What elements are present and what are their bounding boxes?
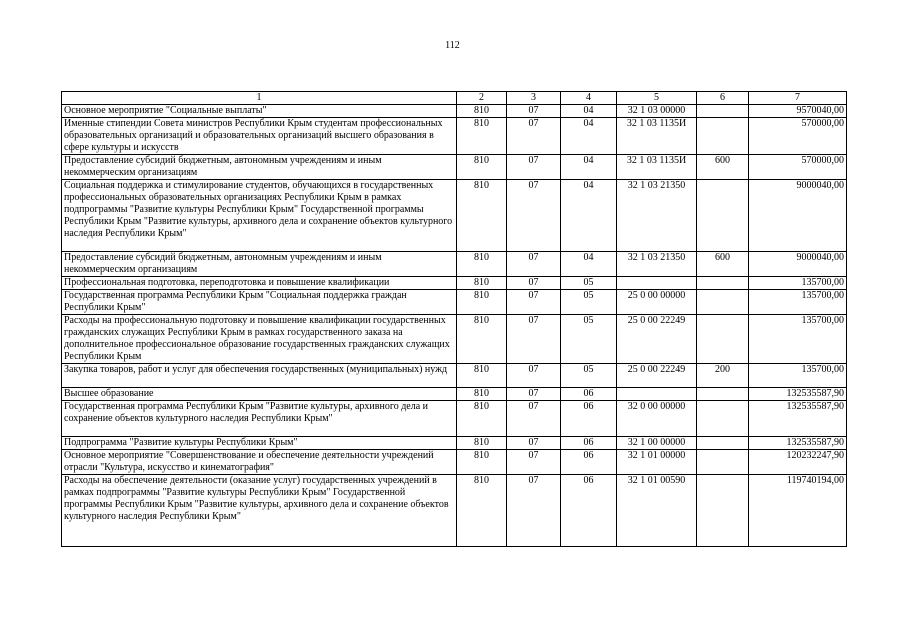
row-subsection-cell: 06 [561,450,617,475]
row-target-article-cell: 32 1 03 21350 [617,180,697,252]
row-amount-cell: 135700,00 [749,364,847,388]
row-expense-type-cell [697,180,749,252]
table-row [62,277,847,290]
row-subsection-cell: 06 [561,437,617,450]
header-row [62,92,847,105]
row-amount-cell: 570000,00 [749,118,847,155]
row-name-cell: Именные стипендии Совета министров Республики Крым студентам профессиональных образовательных организаций и образовательных организаций высшего образования в сфере культуры и искусств [62,118,457,155]
row-name-cell: Предоставление субсидий бюджетным, автономным учреждениям и иным некоммерческим организациям [62,155,457,180]
row-subsection-cell: 04 [561,118,617,155]
row-name-cell: Основное мероприятие "Совершенствование и обеспечение деятельности учреждений отрасли "Культура, искусство и кинематография" [62,450,457,475]
row-subsection-cell: 06 [561,388,617,401]
row-target-article-cell: 25 0 00 22249 [617,315,697,364]
table-row [62,105,847,118]
header-cell: 5 [617,92,697,105]
row-subsection-cell: 04 [561,105,617,118]
row-expense-type-cell [697,450,749,475]
row-code-cell: 810 [457,155,507,180]
header-cell: 2 [457,92,507,105]
row-expense-type-cell [697,290,749,315]
row-amount-cell: 570000,00 [749,155,847,180]
table-row [62,118,847,155]
row-expense-type-cell [697,388,749,401]
header-cell: 7 [749,92,847,105]
row-code-cell: 810 [457,388,507,401]
table-row [62,401,847,437]
table-row [62,475,847,547]
row-name-cell: Профессиональная подготовка, переподготовка и повышение квалификации [62,277,457,290]
row-amount-cell: 9000040,00 [749,180,847,252]
row-name-cell: Расходы на профессиональную подготовку и повышение квалификации государственных гражданских служащих Республики Крым в рамках государственного заказа на дополнительное профессиональное образование государственных гражданских служащих Республики Крым [62,315,457,364]
row-subsection-cell: 04 [561,180,617,252]
row-code-cell: 810 [457,437,507,450]
row-section-cell: 07 [507,155,561,180]
row-amount-cell: 135700,00 [749,315,847,364]
row-expense-type-cell [697,437,749,450]
row-target-article-cell: 32 0 00 00000 [617,401,697,437]
row-name-cell: Государственная программа Республики Крым "Развитие культуры, архивного дела и сохранение объектов культурного наследия Республики Крым" [62,401,457,437]
row-section-cell: 07 [507,252,561,277]
row-amount-cell: 120232247,90 [749,450,847,475]
row-section-cell: 07 [507,364,561,388]
row-section-cell: 07 [507,475,561,547]
table-row [62,437,847,450]
row-name-cell: Расходы на обеспечение деятельности (оказание услуг) государственных учреждений в рамках подпрограммы "Развитие культуры Республики Крым" Государственной программы Республики Крым "Развитие культуры, архивного дела и сохранение объектов культурного наследия Республики Крым" [62,475,457,547]
row-section-cell: 07 [507,105,561,118]
row-code-cell: 810 [457,401,507,437]
row-expense-type-cell [697,315,749,364]
row-section-cell: 07 [507,118,561,155]
row-target-article-cell: 32 1 01 00000 [617,450,697,475]
row-expense-type-cell [697,105,749,118]
header-cell: 4 [561,92,617,105]
row-target-article-cell: 32 1 03 1135И [617,118,697,155]
row-amount-cell: 9570040,00 [749,105,847,118]
row-code-cell: 810 [457,315,507,364]
row-target-article-cell: 32 1 03 00000 [617,105,697,118]
row-subsection-cell: 05 [561,277,617,290]
row-target-article-cell: 32 1 03 21350 [617,252,697,277]
row-name-cell: Закупка товаров, работ и услуг для обеспечения государственных (муниципальных) нужд [62,364,457,388]
row-target-article-cell: 25 0 00 22249 [617,364,697,388]
table-row [62,180,847,252]
row-subsection-cell: 05 [561,290,617,315]
row-name-cell: Предоставление субсидий бюджетным, автономным учреждениям и иным некоммерческим организациям [62,252,457,277]
row-code-cell: 810 [457,105,507,118]
row-section-cell: 07 [507,277,561,290]
row-amount-cell: 9000040,00 [749,252,847,277]
row-expense-type-cell [697,277,749,290]
row-section-cell: 07 [507,315,561,364]
header-cell: 3 [507,92,561,105]
row-name-cell: Высшее образование [62,388,457,401]
row-code-cell: 810 [457,290,507,315]
table-row [62,315,847,364]
page-number: 112 [445,40,460,51]
row-subsection-cell: 06 [561,401,617,437]
row-expense-type-cell [697,118,749,155]
row-target-article-cell: 32 1 01 00590 [617,475,697,547]
table-row [62,290,847,315]
header-cell: 6 [697,92,749,105]
row-code-cell: 810 [457,118,507,155]
row-section-cell: 07 [507,180,561,252]
budget-table [61,91,847,547]
row-code-cell: 810 [457,252,507,277]
row-amount-cell: 132535587,90 [749,401,847,437]
row-section-cell: 07 [507,401,561,437]
row-name-cell: Государственная программа Республики Крым "Социальная поддержка граждан Республики Крым" [62,290,457,315]
row-expense-type-cell: 600 [697,155,749,180]
row-target-article-cell [617,388,697,401]
row-code-cell: 810 [457,475,507,547]
row-subsection-cell: 05 [561,364,617,388]
row-target-article-cell: 25 0 00 00000 [617,290,697,315]
row-target-article-cell: 32 1 03 1135И [617,155,697,180]
row-amount-cell: 132535587,90 [749,437,847,450]
row-target-article-cell [617,277,697,290]
row-code-cell: 810 [457,277,507,290]
row-section-cell: 07 [507,290,561,315]
row-code-cell: 810 [457,450,507,475]
table-row [62,155,847,180]
row-section-cell: 07 [507,388,561,401]
row-target-article-cell: 32 1 00 00000 [617,437,697,450]
row-section-cell: 07 [507,450,561,475]
row-subsection-cell: 05 [561,315,617,364]
row-code-cell: 810 [457,180,507,252]
row-section-cell: 07 [507,437,561,450]
row-expense-type-cell [697,401,749,437]
row-expense-type-cell [697,475,749,547]
row-amount-cell: 132535587,90 [749,388,847,401]
row-subsection-cell: 06 [561,475,617,547]
row-code-cell: 810 [457,364,507,388]
table-row [62,450,847,475]
row-name-cell: Подпрограмма "Развитие культуры Республики Крым" [62,437,457,450]
row-amount-cell: 119740194,00 [749,475,847,547]
row-subsection-cell: 04 [561,155,617,180]
row-expense-type-cell: 200 [697,364,749,388]
row-expense-type-cell: 600 [697,252,749,277]
row-name-cell: Социальная поддержка и стимулирование студентов, обучающихся в государственных профессиональных образовательных организациях Республики Крым в рамках подпрограммы "Развитие культуры Республики Крым" Государственной программы Республики Крым "Развитие культуры, архивного дела и сохранение объектов культурного наследия Республики Крым" [62,180,457,252]
row-amount-cell: 135700,00 [749,277,847,290]
table-row [62,252,847,277]
row-amount-cell: 135700,00 [749,290,847,315]
row-name-cell: Основное мероприятие "Социальные выплаты" [62,105,457,118]
table-row [62,364,847,388]
header-cell: 1 [62,92,457,105]
row-subsection-cell: 04 [561,252,617,277]
table-row [62,388,847,401]
